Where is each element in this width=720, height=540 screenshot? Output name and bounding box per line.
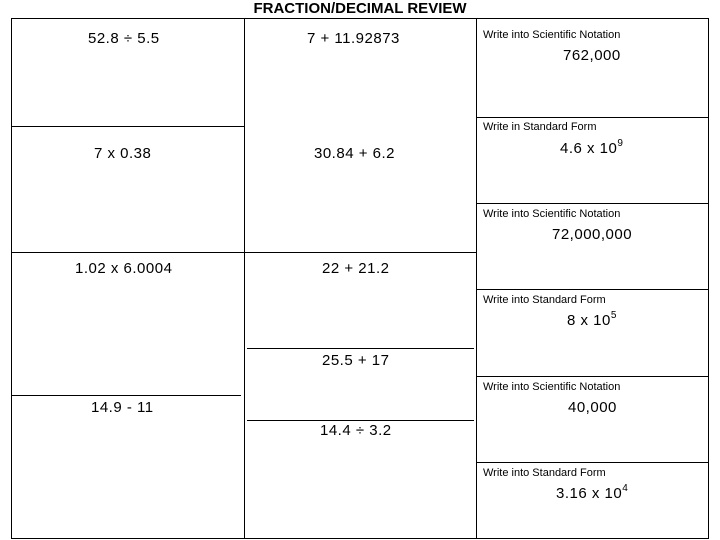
col2-divider-2 — [247, 348, 474, 349]
problem-2-1: 7 + 11.92873 — [307, 30, 400, 47]
col1-divider-1 — [11, 126, 244, 127]
col3-divider-1 — [476, 117, 709, 118]
instruction-5: Write into Scientific Notation — [483, 381, 621, 393]
value-1: 762,000 — [563, 47, 621, 64]
column-divider-1 — [244, 18, 245, 539]
problem-2-5: 14.4 ÷ 3.2 — [320, 422, 392, 439]
exponent-6: 4 — [622, 483, 629, 494]
instruction-3: Write into Scientific Notation — [483, 208, 621, 220]
problem-1-1: 52.8 ÷ 5.5 — [88, 30, 160, 47]
instruction-6: Write into Standard Form — [483, 467, 606, 479]
problem-2-2: 30.84 + 6.2 — [314, 145, 395, 162]
value-4: 8 x $10^5$ — [567, 310, 617, 329]
col3-divider-4 — [476, 376, 709, 377]
problem-2-3: 22 + 21.2 — [322, 260, 390, 277]
col3-divider-2 — [476, 203, 709, 204]
value-5: 40,000 — [568, 399, 617, 416]
col3-divider-3 — [476, 289, 709, 290]
value-6: 3.16 x $10^4$ — [556, 483, 629, 502]
col1-divider-2 — [11, 252, 244, 253]
col3-divider-5 — [476, 462, 709, 463]
col2-divider-1 — [244, 252, 476, 253]
instruction-2: Write in Standard Form — [483, 121, 597, 133]
value-2: 4.6 x $10^9$ — [560, 138, 624, 157]
col2-divider-3 — [247, 420, 474, 421]
page-title: FRACTION/DECIMAL REVIEW — [253, 0, 467, 17]
worksheet-border — [11, 18, 709, 539]
instruction-1: Write into Scientific Notation — [483, 29, 621, 41]
value-3: 72,000,000 — [552, 226, 633, 243]
exponent-4: 5 — [610, 310, 617, 321]
problem-1-2: 7 x 0.38 — [94, 145, 152, 162]
instruction-4: Write into Standard Form — [483, 294, 606, 306]
col1-divider-3 — [11, 395, 241, 396]
problem-1-3: 1.02 x 6.0004 — [75, 260, 173, 277]
exponent-2: 9 — [617, 138, 624, 149]
problem-2-4: 25.5 + 17 — [322, 352, 390, 369]
column-divider-2 — [476, 18, 477, 539]
problem-1-4: 14.9 - 11 — [91, 399, 154, 416]
